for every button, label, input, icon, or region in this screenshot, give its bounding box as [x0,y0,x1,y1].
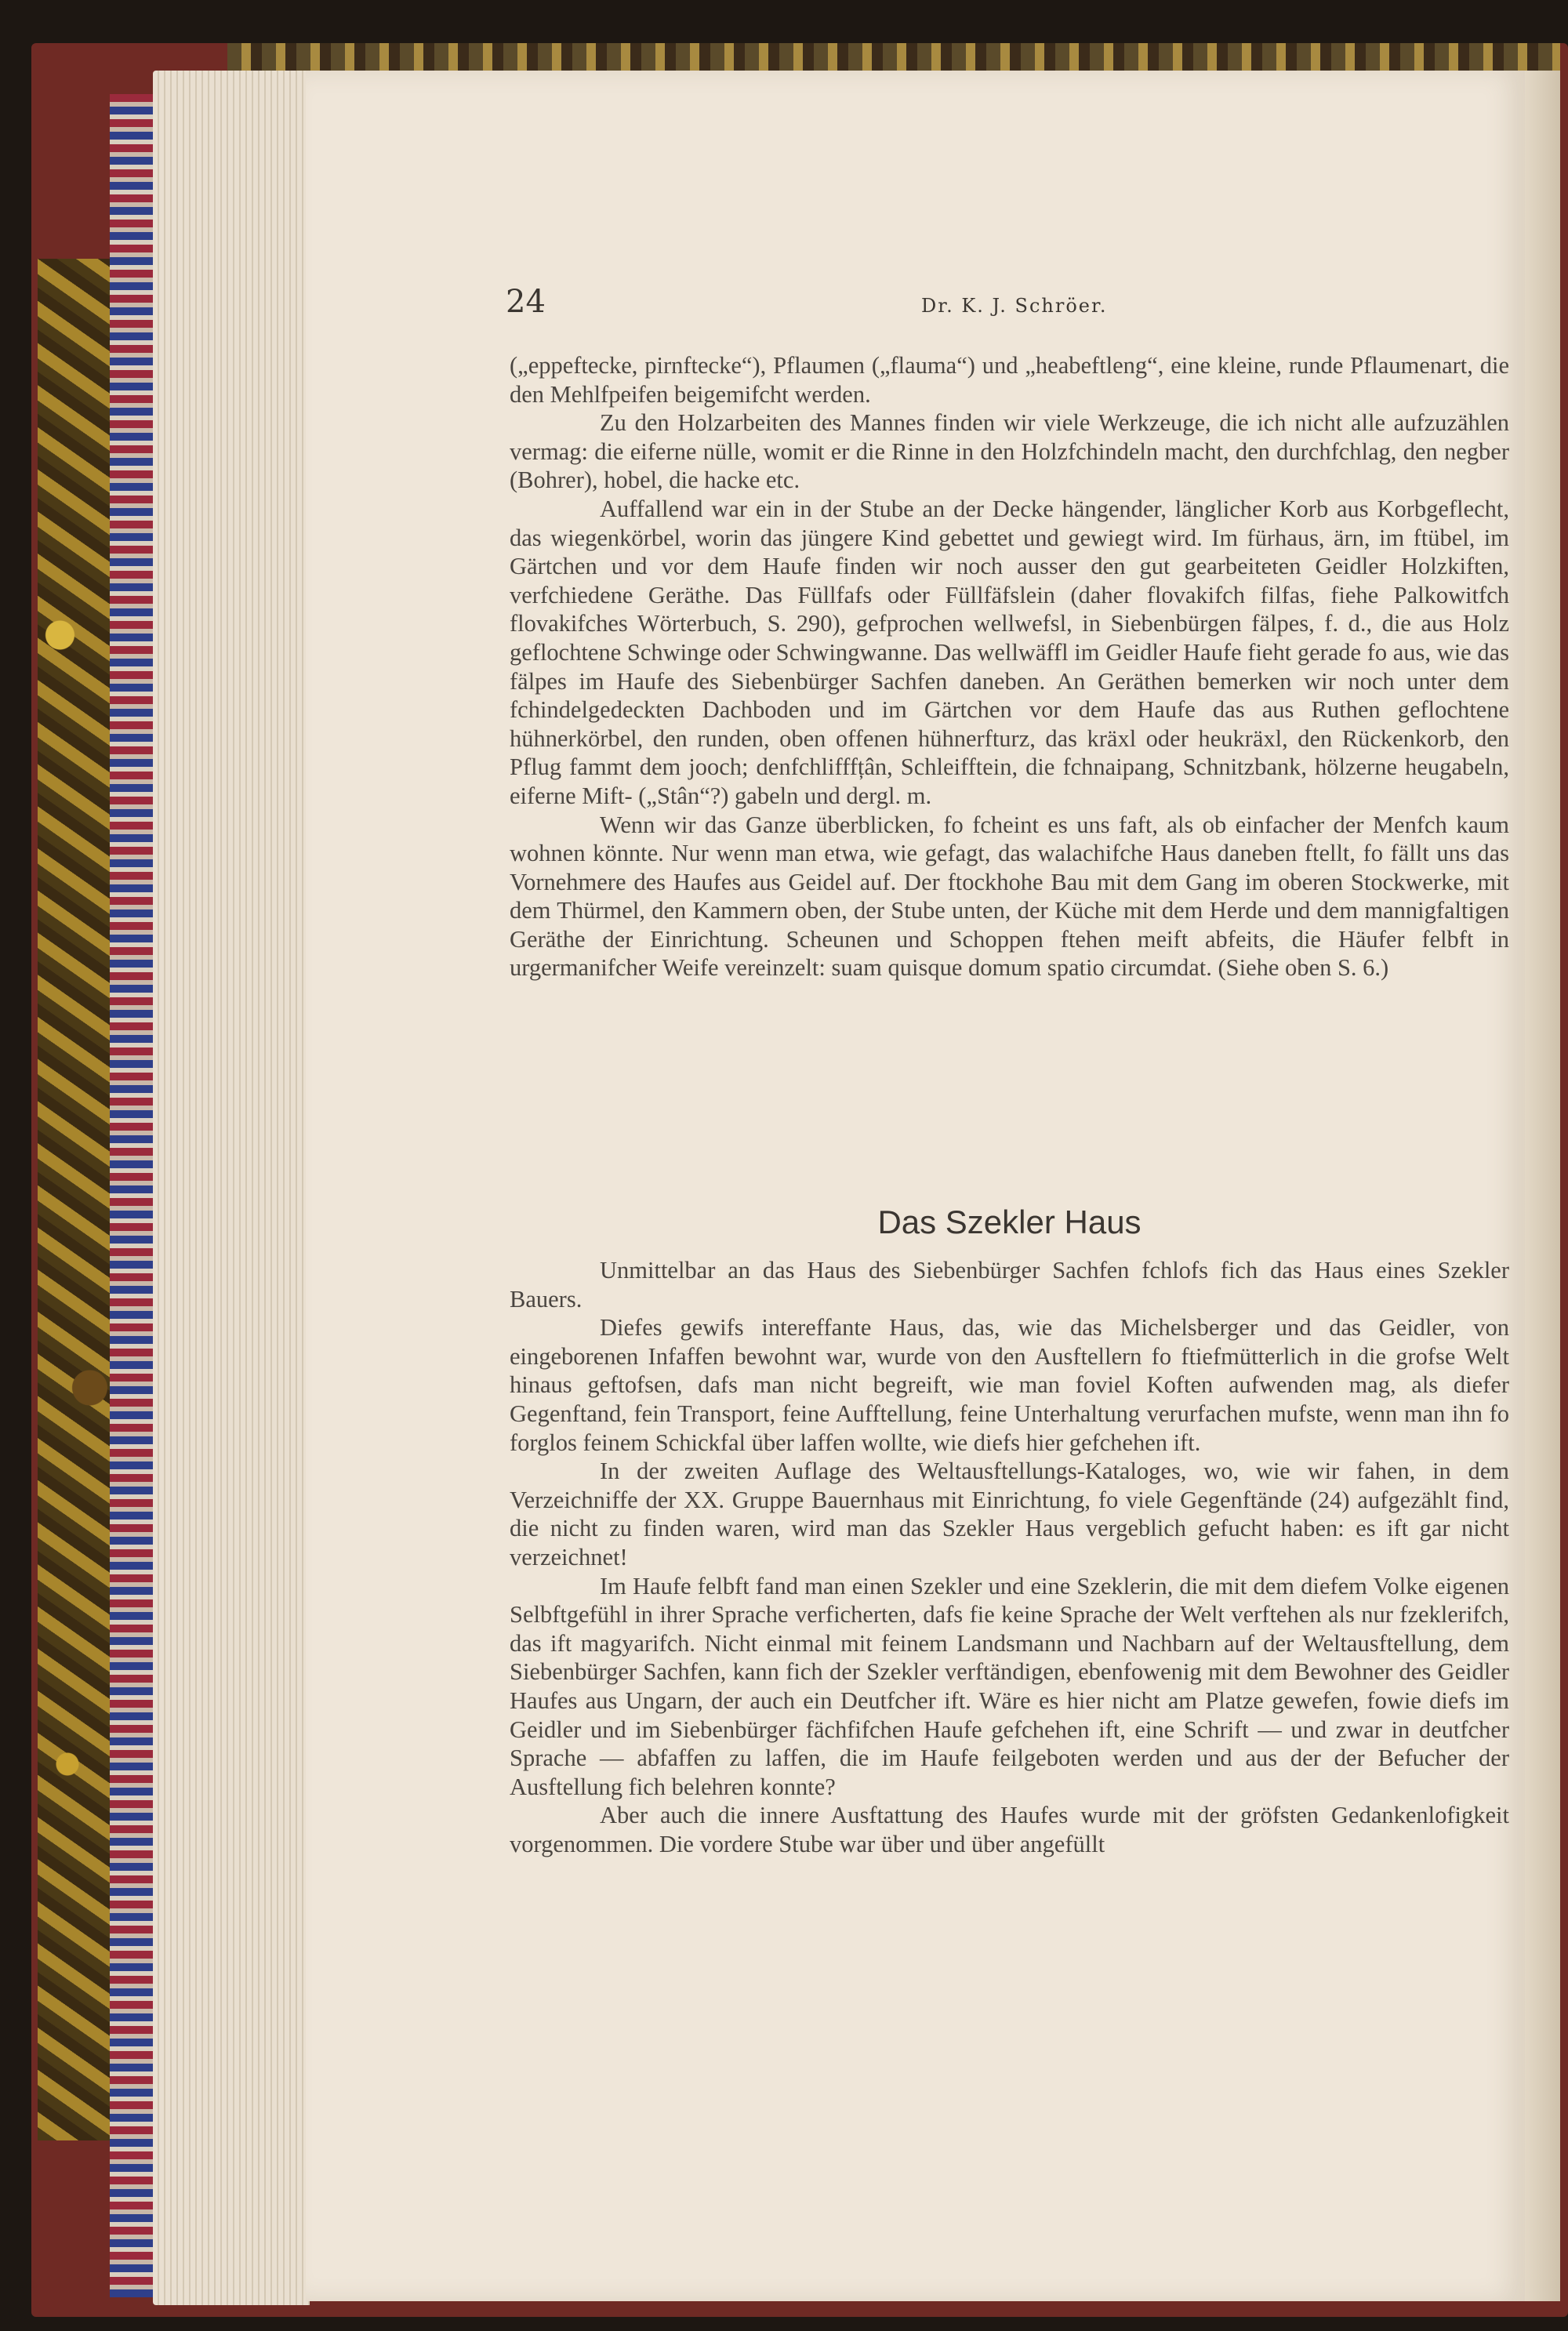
marbled-top-edge [227,43,1560,74]
paragraph: Im Haufe felbft fand man einen Szekler und eine Szeklerin, die mit dem diefem Volke eigenen Selbftgefühl in ihrer Sprache verficherten, dafs fie keine Sprache der Welt verftehen als nur fzeklerifch, das ift magyarifch. Nicht einmal mit feinem Landsmann und Nachbarn auf der Weltausftellung, dem Siebenbürger Sachfen, kann fich der Szekler verftändigen, ebenfowenig mit dem Bewohner des Geidler Haufes aus Ungarn, der auch ein Deutfcher ift. Wäre es hier nicht am Platze gewefen, fowie diefs im Geidler und im Siebenbürger fächfifchen Haufe gefchehen ift, eine Schrift — und zwar in deutfcher Sprache — abfaffen zu laffen, die im Haufe feilgeboten werden und aus der der Befucher der Ausftellung fich belehren konnte? [510,1572,1509,1800]
paragraph: Zu den Holzarbeiten des Mannes finden wir viele Werkzeuge, die ich nicht alle aufzuzählen vermag: die eiferne nülle, womit er die Rinne in den Holzfchindeln macht, den durchfchlag, den negber (Bohrer), hobel, die hacke etc. [510,409,1509,494]
marbled-spine-strip [110,94,157,2297]
section-title: Das Szekler Haus [877,1204,1142,1240]
paragraph: In der zweiten Auflage des Weltausftellungs-Kataloges, wo, wie wir fahen, in dem Verzeichniffe der XX. Gruppe Bauernhaus mit Einrichtung, fo viele Gegenftände (24) aufgezählt find, die nicht zu finden waren, wird man das Szekler Haus vergeblich gefucht haben: es ift gar nicht verzeichnet! [510,1458,1509,1570]
body-text-top [510,351,1509,982]
marbled-endpaper [38,259,112,2140]
paragraph: Aber auch die innere Ausftattung des Haufes wurde mit der gröfsten Gedankenlofigkeit vorgenommen. Die vordere Stube war über und über angefüllt [510,1802,1509,1857]
paragraph: Wenn wir das Ganze überblicken, fo fcheint es uns faft, als ob einfacher der Menfch kaum wohnen könnte. Nur wenn man etwa, wie gefagt, das walachifche Haus daneben ftellt, fo fällt uns das Vornehmere des Haufes aus Geidel auf. Der ftockhohe Bau mit dem Gang im oberen Stockwerke, mit dem Thürmel, den Kammern oben, der Stube unten, der Küche mit dem Herde und dem mannigfaltigen Geräthe der Einrichtung. Scheunen und Schoppen ftehen meift abfeits, die Häufer felbft in urgermanifcher Weife vereinzelt: suam quisque domum spatio circumdat. (Siehe oben S. 6.) [510,811,1509,982]
body-text-bottom [510,1256,1509,1858]
paragraph: („eppeftecke, pirnftecke“), Pflaumen („flauma“) und „heabeftleng“, eine kleine, runde Pflaumenart, die den Mehlfpeifen beigemifcht werden. [510,352,1509,408]
running-head: Dr. K. J. Schröer. [921,295,1108,317]
paragraph: Unmittelbar an das Haus des Siebenbürger Sachfen fchlofs fich das Haus eines Szekler Bauers. [510,1257,1509,1313]
paragraph: Diefes gewifs intereffante Haus, das, wie das Michelsberger und das Geidler, von eingeborenen Infaffen bewohnt war, wurde von den Ausftellern fo ftiefmütterlich in die grofse Welt hinaus geftofsen, dafs man nicht begreift, wie man foviel Koften aufwenden mag, als diefer Gegenftand, fein Transport, feine Aufftellung, feine Unterhaltung verurfachen mufste, wenn man ihn fo forglos feinem Schickfal über laffen wollte, wie diefs hier gefchehen ift. [510,1314,1509,1456]
page-gutter [1525,71,1560,2301]
page-number: 24 [506,284,546,320]
page-header [506,284,1509,323]
paragraph: Auffallend war ein in der Stube an der Decke hängender, länglicher Korb aus Korbgeflecht, das wiegenkörbel, worin das jüngere Kind gebettet und gewiegt wird. Im fürhaus, ärn, im ftübel, im Gärtchen und vor dem Haufe finden wir noch ausser den gut gearbeiteten Geidler Holzkiften, verfchiedene Geräthe. Das Füllfafs oder Füllfäfslein (daher flovakifch filfas, fiehe Palkowitfch flovakifches Wörterbuch, S. 290), gefprochen wellwefsl, in Siebenbürgen fälpes, f. d., die aus Holz geflochtene Schwinge oder Schwingwanne. Das wellwäffl im Geidler Haufe fieht gerade fo aus, wie das fälpes im Haufe des Siebenbürger Sachfen daneben. An Geräthen bemerken wir noch unter dem fchindelgedeckten Dachboden und im Gärtchen vor dem Haufe das aus Ruthen geflochtene hühnerkörbel, den runden, oben offenen hühnerfturz, das kräxl oder heukräxl, den Rückenkorb, den Pflug fammt dem jooch; denfchlifffțân, Schleifftein, die fchnaipang, Schnitzbank, hölzerne heugabeln, eiferne Mift- („Stân“?) gabeln und dergl. m. [510,495,1509,809]
page-block-edges [153,71,310,2305]
